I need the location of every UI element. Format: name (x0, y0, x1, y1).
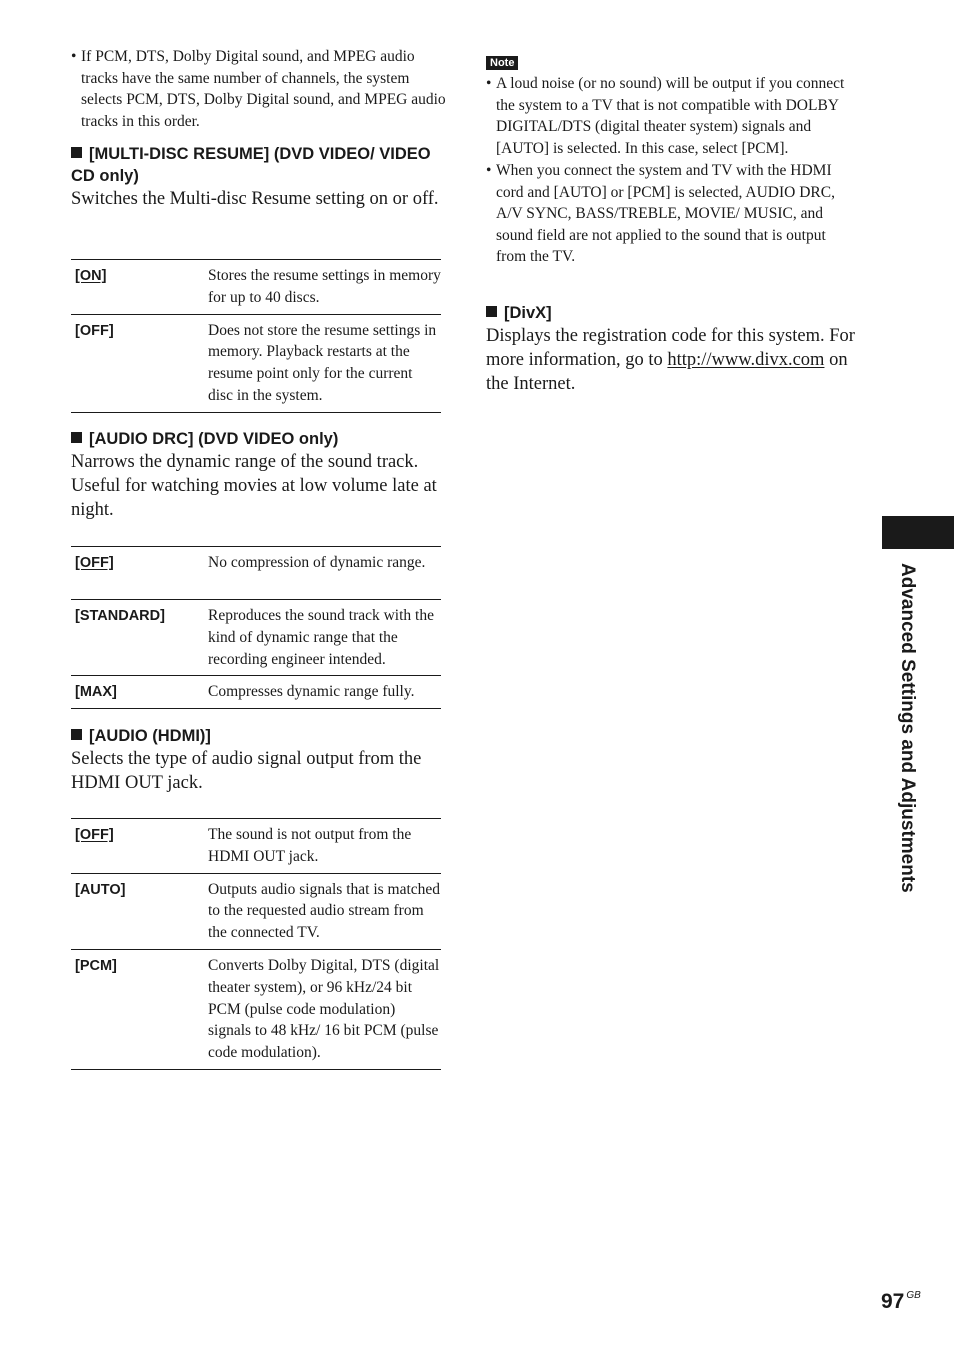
square-bullet-icon (71, 147, 82, 158)
section-heading: [DivX] (486, 302, 858, 324)
option-description: The sound is not output from the HDMI OUT jack. (208, 826, 412, 865)
table-row (71, 600, 441, 676)
section-heading: [AUDIO (HDMI)] (71, 725, 441, 747)
option-key: [AUTO] (75, 881, 126, 898)
audio-hdmi-options-table (71, 818, 441, 1070)
table-row (71, 547, 441, 600)
option-description: No compression of dynamic range. (208, 554, 426, 571)
table-row (71, 260, 441, 315)
square-bullet-icon (71, 729, 82, 740)
note-badge: Note (486, 56, 518, 70)
note-list (486, 73, 858, 268)
audio-drc-options-table (71, 546, 441, 709)
section-description: Narrows the dynamic range of the sound track. Useful for watching movies at low volume late at night. (71, 452, 437, 520)
section-multi-disc-resume (71, 143, 441, 211)
option-key: [ON] (75, 268, 107, 284)
table-row (71, 314, 441, 412)
multi-disc-options-table (71, 259, 441, 413)
section-audio-hdmi (71, 725, 441, 795)
option-key: [PCM] (75, 957, 117, 974)
option-description: Outputs audio signals that is matched to the requested audio stream from the connected TV. (208, 880, 441, 942)
square-bullet-icon (71, 432, 82, 443)
option-key: [STANDARD] (75, 608, 165, 624)
option-description: Compresses dynamic range fully. (208, 683, 415, 701)
option-key: [MAX] (75, 684, 117, 701)
section-description: Switches the Multi-disc Resume setting on or off. (71, 189, 439, 209)
divx-link[interactable]: http://www.divx.com (667, 350, 825, 370)
table-row (71, 819, 441, 874)
section-audio-drc (71, 428, 441, 522)
note-item: • A loud noise (or no sound) will be output if you connect the system to a TV that is not compatible with DOLBY DIGITAL/DTS (digital theater system) signals and [AUTO] is selected. In this case, select [PCM]. (486, 73, 858, 159)
table-row (71, 949, 441, 1069)
option-key: [OFF] (75, 555, 114, 571)
option-description: Stores the resume settings in memory for up to 40 discs. (208, 267, 441, 306)
section-heading: [MULTI-DISC RESUME] (DVD VIDEO/ VIDEO CD only) (71, 145, 431, 185)
section-description: Selects the type of audio signal output from the HDMI OUT jack. (71, 749, 422, 793)
table-row (71, 676, 441, 709)
note-item: • When you connect the system and TV with the HDMI cord and [AUTO] or [PCM] is selected, AUDIO DRC, A/V SYNC, BASS/TREBLE, MOVIE/ MUSIC, and sound field are not applied to the sound that is output from the TV. (486, 160, 858, 268)
intro-bullet: • If PCM, DTS, Dolby Digital sound, and MPEG audio tracks have the same number of channels, the system selects PCM, DTS, Dolby Digital sound, and MPEG audio tracks in this order. (71, 46, 451, 132)
section-heading: [AUDIO DRC] (DVD VIDEO only) (71, 428, 441, 450)
option-key: [OFF] (75, 322, 114, 339)
section-divx (486, 302, 858, 396)
page-suffix: GB (906, 1290, 921, 1301)
side-section-label: Advanced Settings and Adjustments (897, 563, 918, 893)
option-description: Does not store the resume settings in memory. Playback restarts at the resume point only for the current disc in the system. (208, 321, 437, 404)
square-bullet-icon (486, 306, 497, 317)
option-description: Converts Dolby Digital, DTS (digital theater system), or 96 kHz/24 bit PCM (pulse code modulation) signals to 48 kHz/ 16 bit PCM (pulse code modulation). (208, 956, 440, 1062)
option-description: Reproduces the sound track with the kind of dynamic range that the recording engineer intended. (208, 607, 434, 668)
section-description: Displays the registration code for this system. For more information, go to http://www.divx.com on the Internet. (486, 326, 855, 394)
table-row (71, 873, 441, 949)
page-number: 97 $^{GB}$ (881, 1290, 921, 1313)
option-key: [OFF] (75, 827, 114, 843)
side-tab-marker (882, 516, 954, 549)
